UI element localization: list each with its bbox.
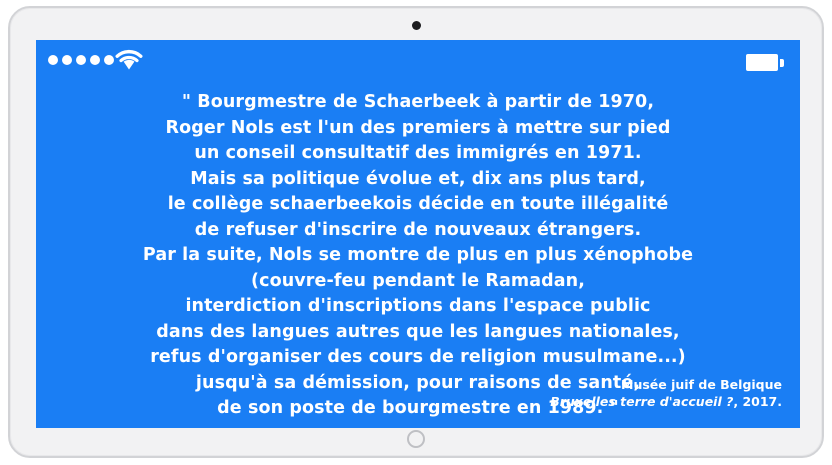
quote-line: de refuser d'inscrire de nouveaux étrangers. (194, 219, 642, 240)
quote-text (36, 90, 800, 422)
home-button[interactable] (407, 430, 425, 448)
battery-body (746, 54, 778, 71)
quote-line: Par la suite, Nols se montre de plus en plus xénophobe (142, 245, 694, 265)
tablet-screen (36, 40, 800, 428)
front-camera-icon (412, 21, 421, 30)
work-title: Bruxelles terre d'accueil ? (550, 394, 734, 409)
quote-line: de son poste de bourgmestre en 1989. " (217, 398, 619, 418)
source-credit (550, 376, 782, 410)
quote-line: dans des langues autres que les langues nationales, (156, 321, 680, 342)
status-bar (36, 40, 800, 84)
signal-dot (48, 55, 58, 65)
signal-dot (76, 55, 86, 65)
signal-dot (90, 55, 100, 65)
battery-cap (780, 59, 784, 67)
tablet-device-frame (8, 6, 824, 458)
signal-strength-dots-icon (48, 55, 114, 65)
quote-line: interdiction d'inscriptions dans l'espace public (185, 296, 651, 316)
quote-line: (couvre-feu pendant le Ramadan, (251, 270, 585, 291)
work-year: , 2017. (733, 394, 782, 409)
quote-line: Roger Nols est l'un des premiers à mettre sur pied (165, 117, 671, 138)
quote-line: refus d'organiser des cours de religion musulmane...) (150, 347, 686, 367)
quote-line: Mais sa politique évolue et, dix ans plus tard, (190, 168, 646, 189)
battery-full-icon (746, 54, 784, 71)
quote-line: jusqu'à sa démission, pour raisons de santé, (195, 372, 641, 393)
quote-line: un conseil consultatif des immigrés en 1971. (194, 143, 642, 163)
quote-line: le collège schaerbeekois décide en toute illégalité (167, 194, 669, 214)
quote-line: " Bourgmestre de Schaerbeek à partir de 1970, (181, 92, 655, 112)
signal-dot (62, 55, 72, 65)
signal-dot (104, 55, 114, 65)
wifi-icon (114, 48, 144, 72)
museum-name: Musée juif de Belgique (621, 377, 782, 392)
work-reference (550, 393, 782, 410)
